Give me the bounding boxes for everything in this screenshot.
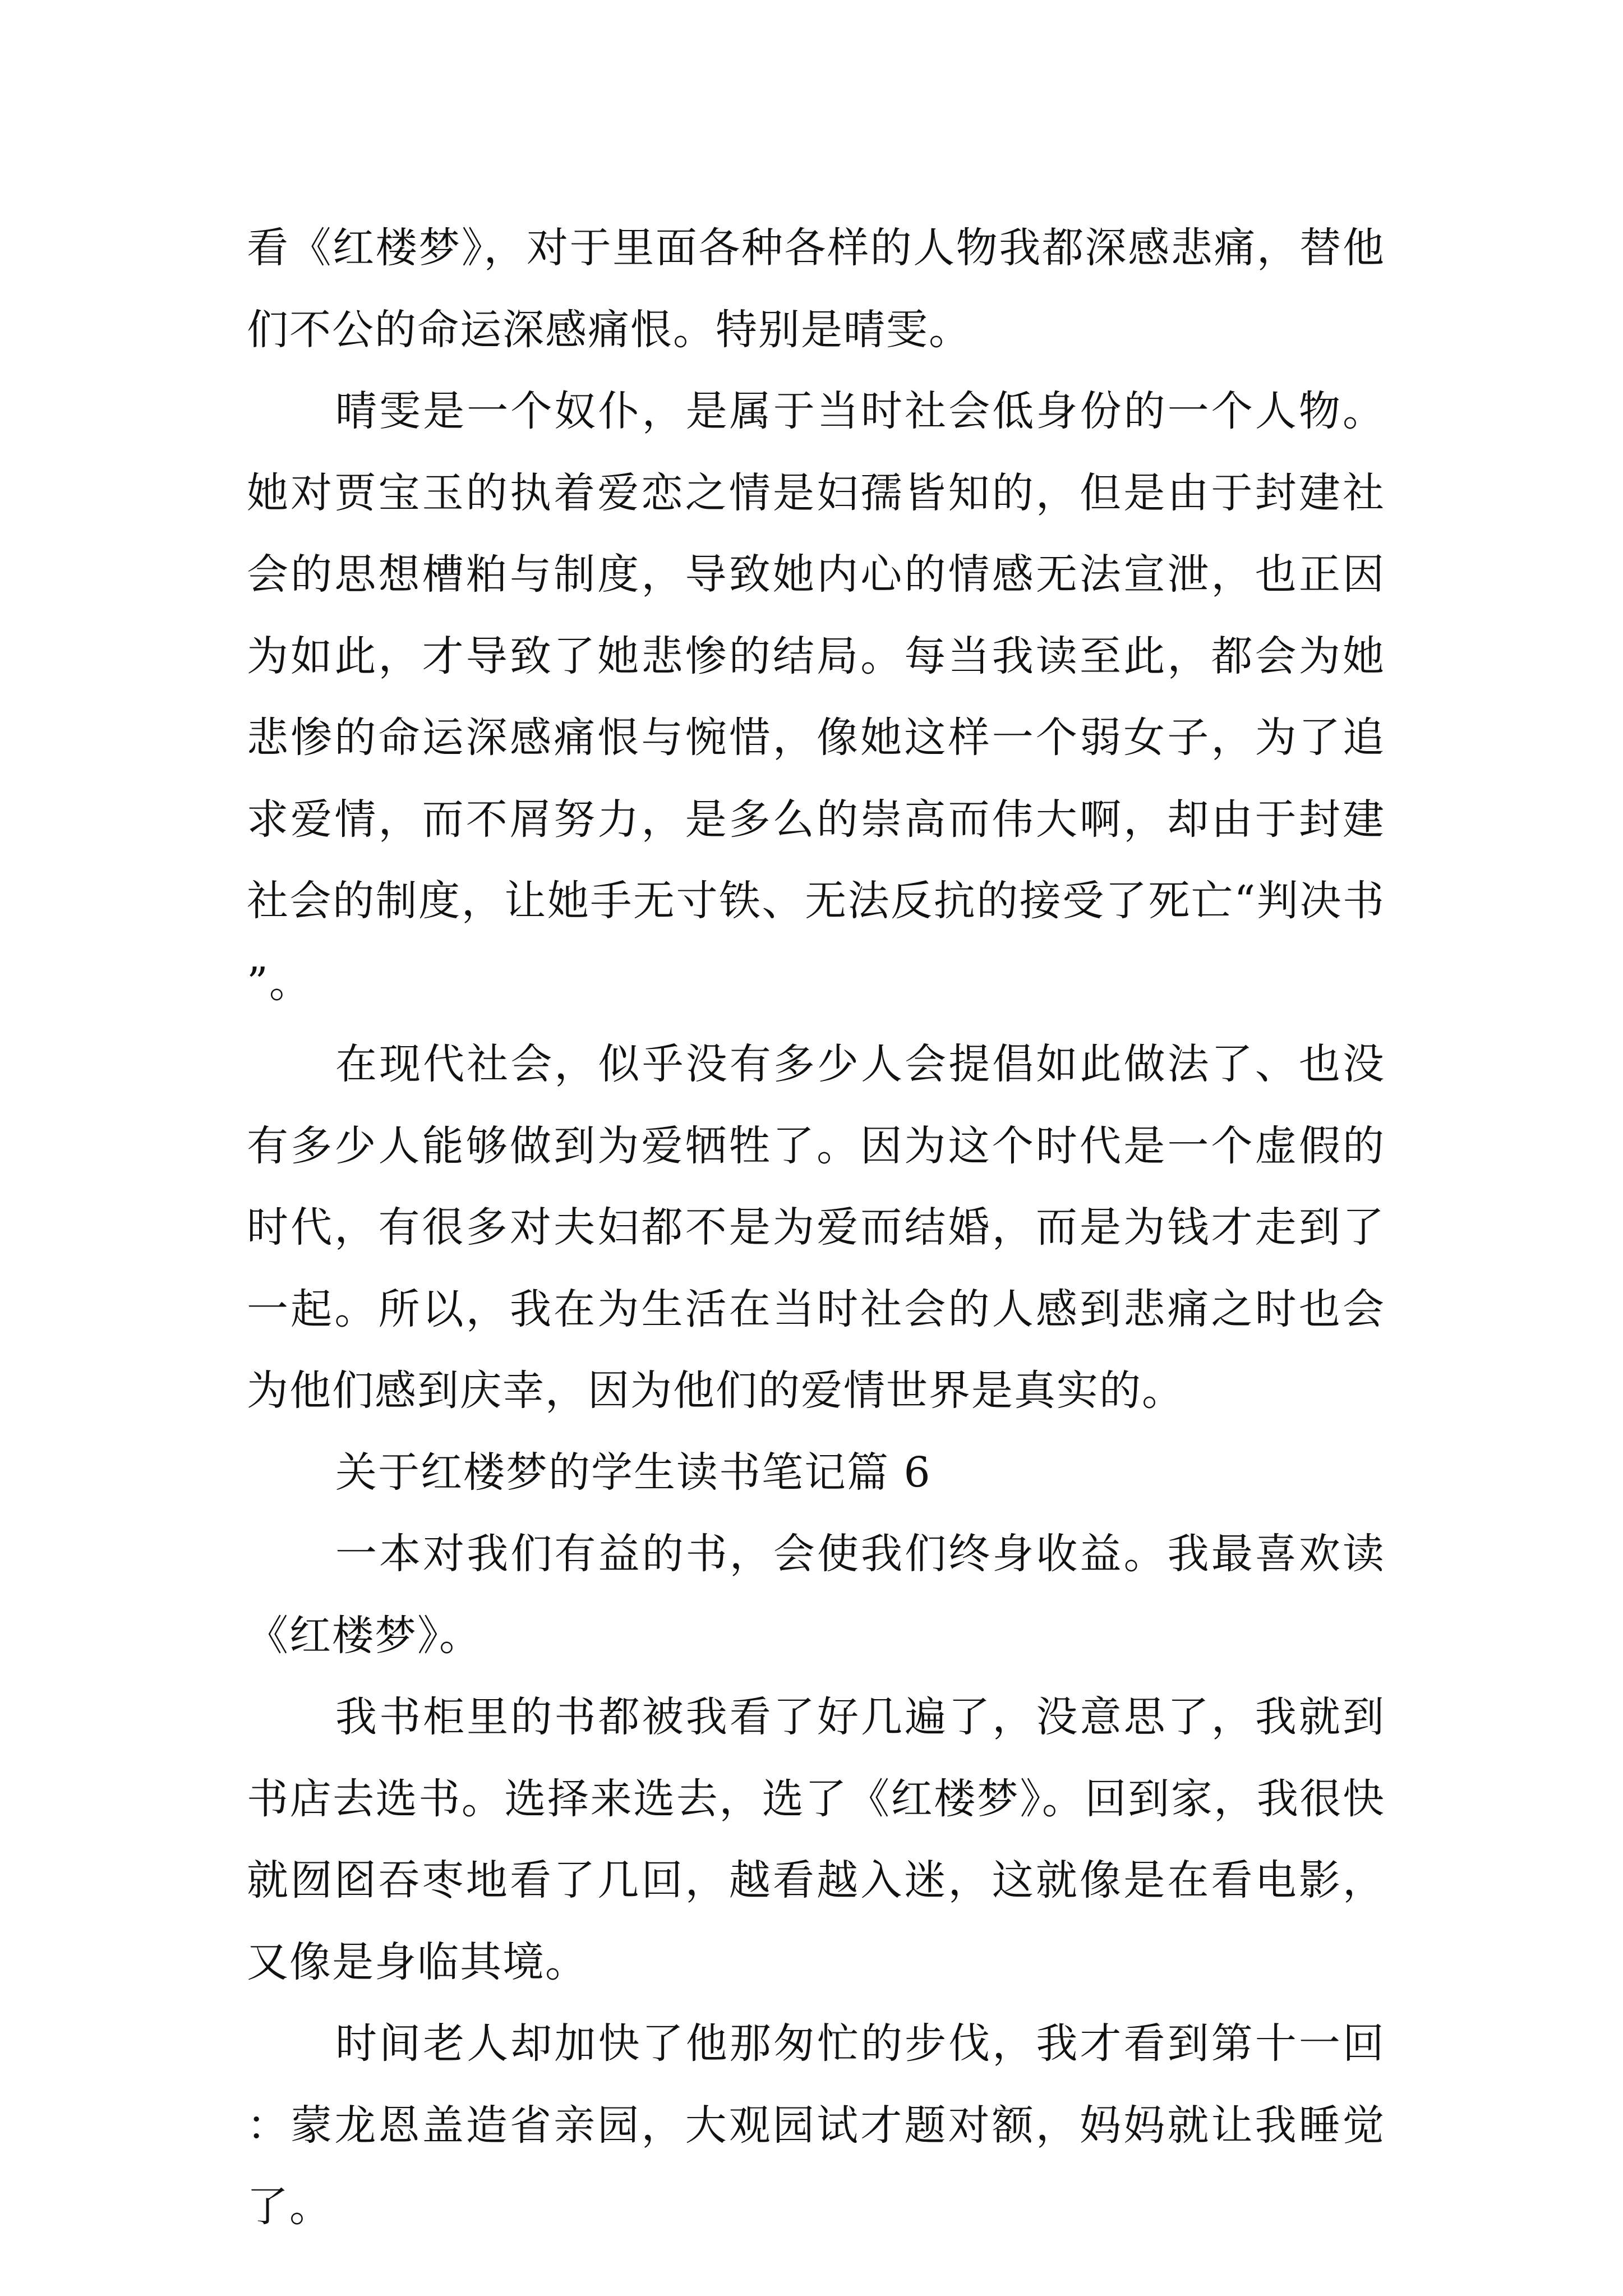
paragraph-6: 时间老人却加快了他那匆忙的步伐，我才看到第十一回：蒙龙恩盖造省亲园，大观园试才题对额，妈妈就让我睡觉了。 <box>247 2019 1385 2231</box>
paragraph-2: 晴雯是一个奴仆，是属于当时社会低身份的一个人物。她对贾宝玉的执着爱恋之情是妇孺皆知的，但是由于封建社会的思想槽粕与制度，导致她内心的情感无法宣泄，也正因为如此，才导致了她悲惨的结局。每当我读至此，都会为她悲惨的命运深感痛恨与惋惜，像她这样一个弱女子，为了追求爱情，而不屑努力，是多么的崇高而伟大啊，却由于封建社会的制度，让她手无寸铁、无法反抗的接受了死亡“判决书”。 <box>247 387 1385 1007</box>
paragraph-3: 在现代社会，似乎没有多少人会提倡如此做法了、也没有多少人能够做到为爱牺牲了。因为这个时代是一个虚假的时代，有很多对夫妇都不是为爱而结婚，而是为钱才走到了一起。所以，我在为生活在当时社会的人感到悲痛之时也会为他们感到庆幸，因为他们的爱情世界是真实的。 <box>247 1040 1385 1415</box>
paragraph-4: 一本对我们有益的书，会使我们终身收益。我最喜欢读《红楼梦》。 <box>247 1530 1385 1660</box>
section-heading: 关于红楼梦的学生读书笔记篇 6 <box>335 1448 932 1497</box>
paragraph-5: 我书柜里的书都被我看了好几遍了，没意思了，我就到书店去选书。选择来选去，选了《红楼梦》。回到家，我很快就囫囵吞枣地看了几回，越看越入迷，这就像是在看电影，又像是身临其境。 <box>247 1693 1385 1986</box>
paragraph-1: 看《红楼梦》，对于里面各种各样的人物我都深感悲痛，替他们不公的命运深感痛恨。特别是晴雯。 <box>247 224 1385 354</box>
body-text <box>247 208 1385 2248</box>
